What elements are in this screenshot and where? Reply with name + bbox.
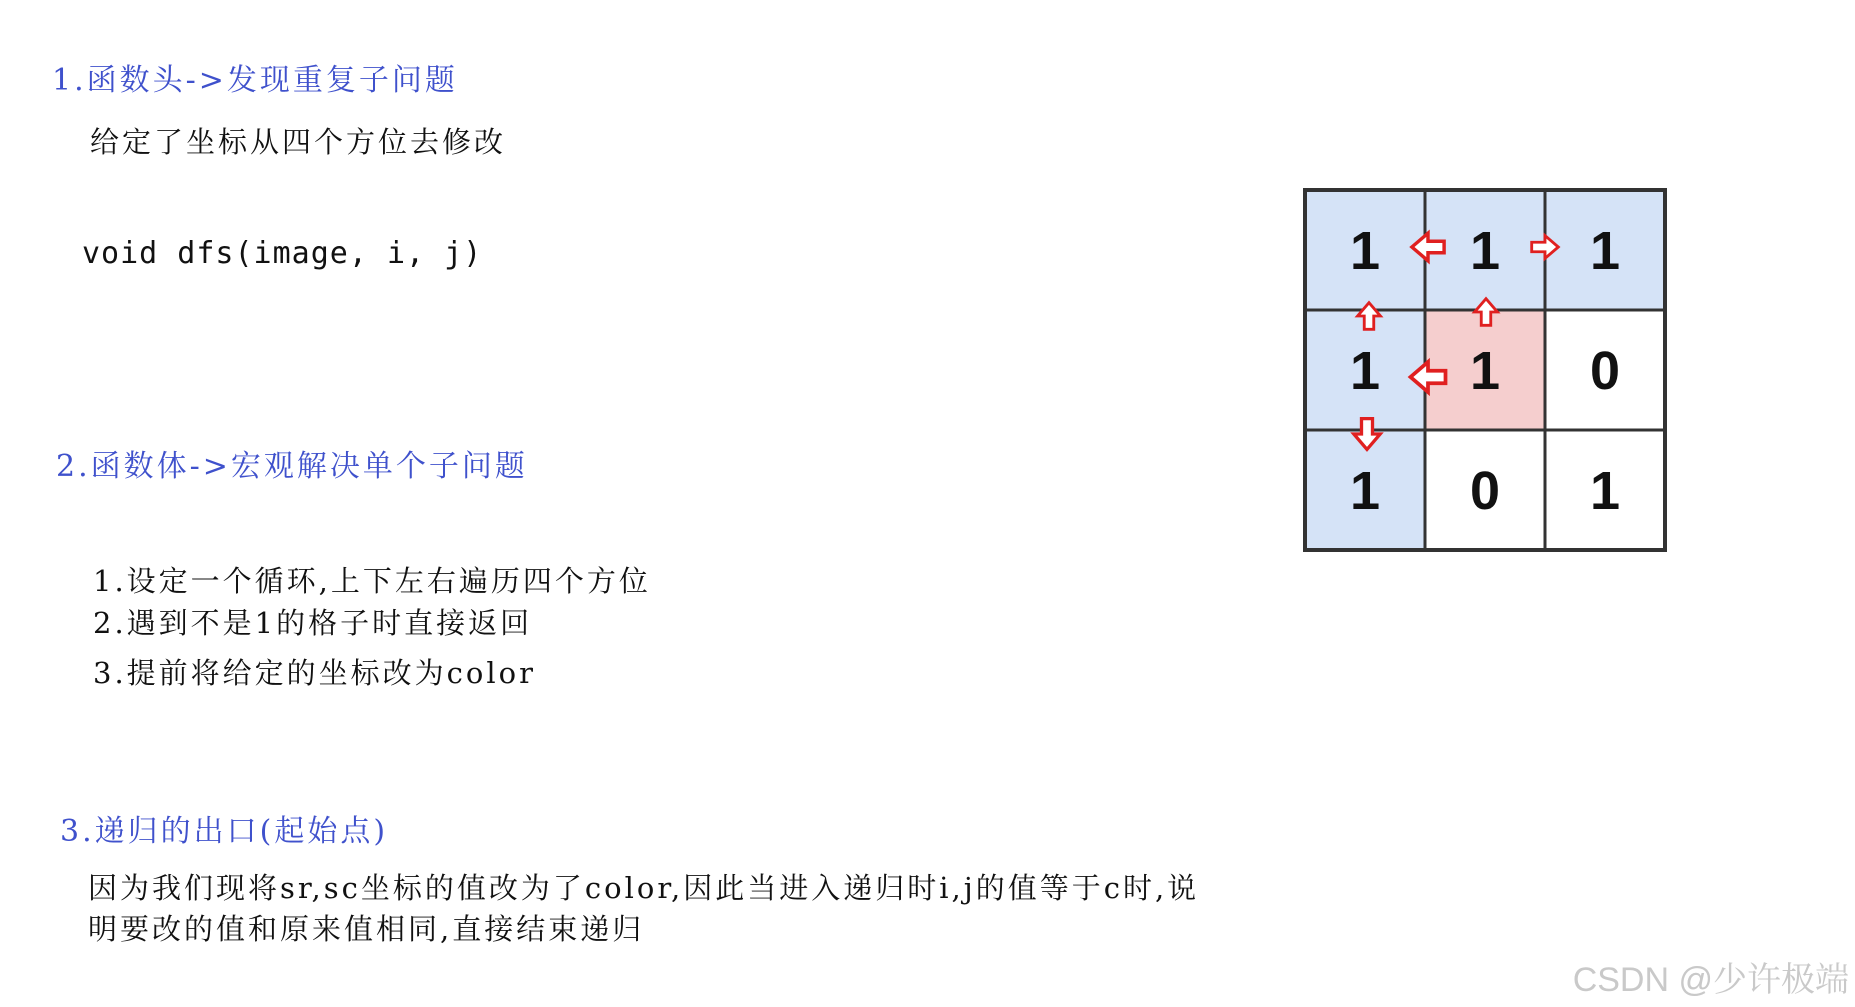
step-item: 2.遇到不是1的格子时直接返回: [93, 606, 533, 640]
watermark: CSDN @少许极端: [1572, 961, 1849, 999]
grid-cell-value: 1: [1589, 461, 1621, 521]
section-3-heading: 3.递归的出口(起始点): [60, 814, 389, 849]
grid-cell-value: 1: [1349, 341, 1381, 401]
section-3-line: 因为我们现将sr,sc坐标的值改为了color,因此当进入递归时i,j的值等于c时,说: [88, 871, 1200, 905]
section-2-heading: 2.函数体->宏观解决单个子问题: [56, 449, 528, 484]
grid-cell-value: 0: [1589, 341, 1621, 401]
grid-cell-value: 1: [1469, 221, 1501, 281]
grid-cell-value: 1: [1469, 341, 1501, 401]
function-signature-code: void dfs(image, i, j): [82, 236, 483, 271]
flood-fill-grid-diagram: [1300, 185, 1670, 555]
grid-cell-value: 1: [1589, 221, 1621, 281]
section-3-line: 明要改的值和原来值相同,直接结束递归: [88, 912, 645, 946]
section-1-heading: 1.函数头->发现重复子问题: [52, 63, 458, 98]
grid-cell-value: 1: [1349, 461, 1381, 521]
grid-cell-value: 0: [1469, 461, 1501, 521]
step-item: 3.提前将给定的坐标改为color: [93, 656, 536, 690]
step-item: 1.设定一个循环,上下左右遍历四个方位: [93, 564, 651, 598]
section-1-description: 给定了坐标从四个方位去修改: [90, 125, 507, 159]
grid-cell-value: 1: [1349, 221, 1381, 281]
